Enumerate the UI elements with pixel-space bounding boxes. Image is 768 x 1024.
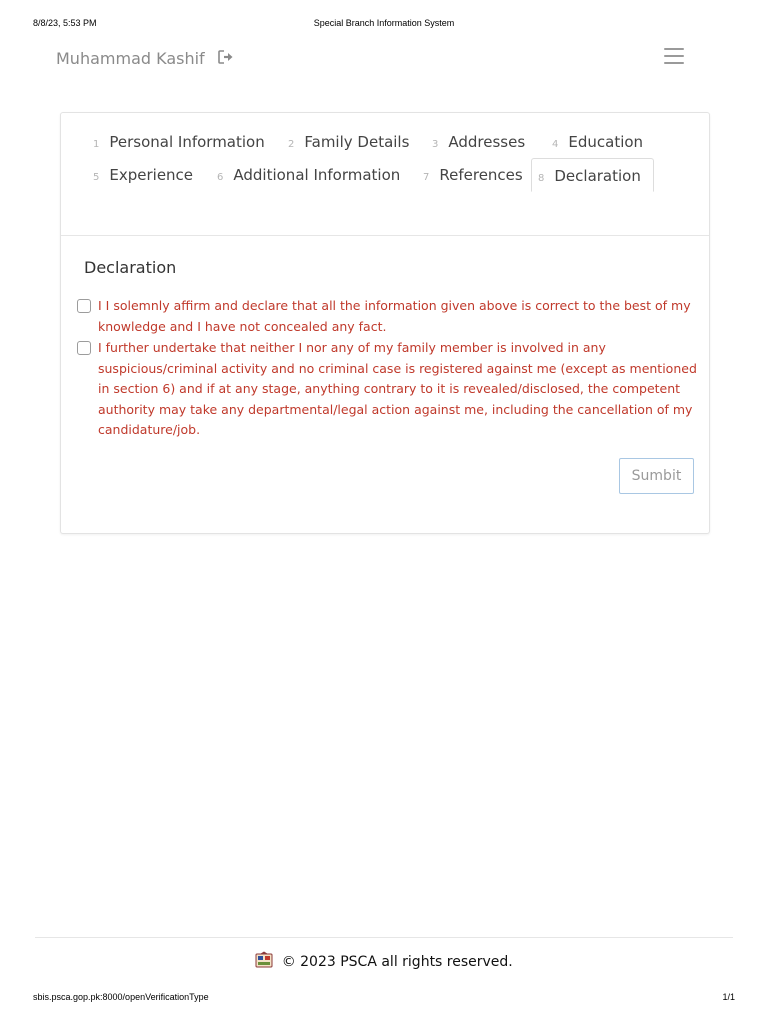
print-header [33,18,735,32]
user-name: Muhammad Kashif [56,49,205,68]
print-date: 8/8/23, 5:53 PM [33,18,97,28]
tab-addresses[interactable]: 3 Addresses [432,133,526,151]
copyright-text: © 2023 PSCA all rights reserved. [281,954,513,970]
declaration-text-2: I further undertake that neither I nor any of my family member is involved in any suspicious/criminal activity and no criminal case is registered against me (except as mentioned in section 6) and if at any stage, anything contrary to it is revealed/disclosed, the competent authority may take any departmental/legal action against me, including the cancellation of my candidature/job. [98,340,697,437]
declaration-item-2 [77,338,697,443]
print-footer [33,992,735,1004]
footer [0,951,768,970]
form-card [60,112,710,534]
tab-personal-information[interactable]: 1 Personal Information [93,133,265,151]
declaration-item-1 [77,296,697,338]
section-title: Declaration [84,258,177,277]
psca-logo-icon [255,951,273,969]
print-page-number: 1/1 [722,992,735,1002]
print-url: sbis.psca.gop.pk:8000/openVerificationType [33,992,209,1002]
footer-divider [35,937,733,938]
tab-family-details[interactable]: 2 Family Details [288,133,410,151]
declaration-text-1: I I solemnly affirm and declare that all the information given above is correct to the best of my knowledge and I have not concealed any fact. [98,298,691,334]
hamburger-menu-icon[interactable] [664,48,684,66]
tab-additional-information[interactable]: 6 Additional Information [217,166,401,184]
print-title: Special Branch Information System [313,18,455,28]
tab-bar [61,113,709,236]
navbar [0,40,768,80]
tab-education[interactable]: 4 Education [552,133,644,151]
tab-declaration[interactable]: 8 Declaration [531,158,654,192]
tab-experience[interactable]: 5 Experience [93,166,194,184]
tab-references[interactable]: 7 References [423,166,523,184]
submit-button[interactable]: Sumbit [619,458,694,494]
declaration-checkbox-2[interactable] [77,341,91,355]
sign-out-icon[interactable] [217,49,235,65]
declaration-checkbox-1[interactable] [77,299,91,313]
